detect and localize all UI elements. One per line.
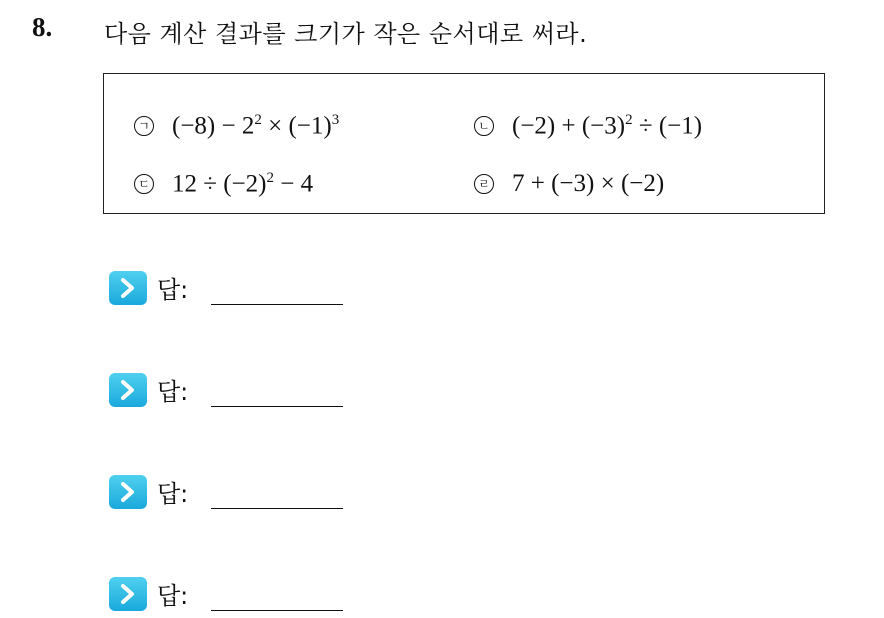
answer-label: 답: xyxy=(157,582,189,610)
choice-marker: ㄴ xyxy=(474,116,494,136)
answer-blank[interactable] xyxy=(211,508,343,509)
answer-blank[interactable] xyxy=(211,406,343,407)
question-text: 다음 계산 결과를 크기가 작은 순서대로 써라. xyxy=(104,20,588,48)
answer-label: 답: xyxy=(157,480,189,508)
answer-row xyxy=(109,576,343,611)
choice-item xyxy=(474,170,664,198)
answer-row xyxy=(109,372,343,407)
chevron-right-icon xyxy=(109,577,147,611)
answer-label: 답: xyxy=(157,378,189,406)
choice-item xyxy=(134,170,313,198)
choice-marker: ㄱ xyxy=(134,116,154,136)
answer-blank[interactable] xyxy=(211,304,343,305)
answer-row xyxy=(109,270,343,305)
choice-expression: 7 + (−3) × (−2) xyxy=(512,170,665,197)
answer-row xyxy=(109,474,343,509)
answer-blank[interactable] xyxy=(211,610,343,611)
choice-expression: $12 \div (-2)^2 - 4$ xyxy=(172,170,314,198)
choice-marker: ㄹ xyxy=(474,174,494,194)
choice-expression: $(-2) + (-3)^2 \div (-1)$ xyxy=(512,112,703,140)
choice-item xyxy=(134,112,339,140)
chevron-right-icon xyxy=(109,271,147,305)
choice-marker: ㄷ xyxy=(134,174,154,194)
answer-label: 답: xyxy=(157,276,189,304)
choices-box xyxy=(103,73,825,214)
question-number: 8. xyxy=(32,12,53,42)
choice-expression: $(-8) - 2^2 \times (-1)^3$ xyxy=(172,112,340,140)
choice-item xyxy=(474,112,702,140)
chevron-right-icon xyxy=(109,373,147,407)
chevron-right-icon xyxy=(109,475,147,509)
